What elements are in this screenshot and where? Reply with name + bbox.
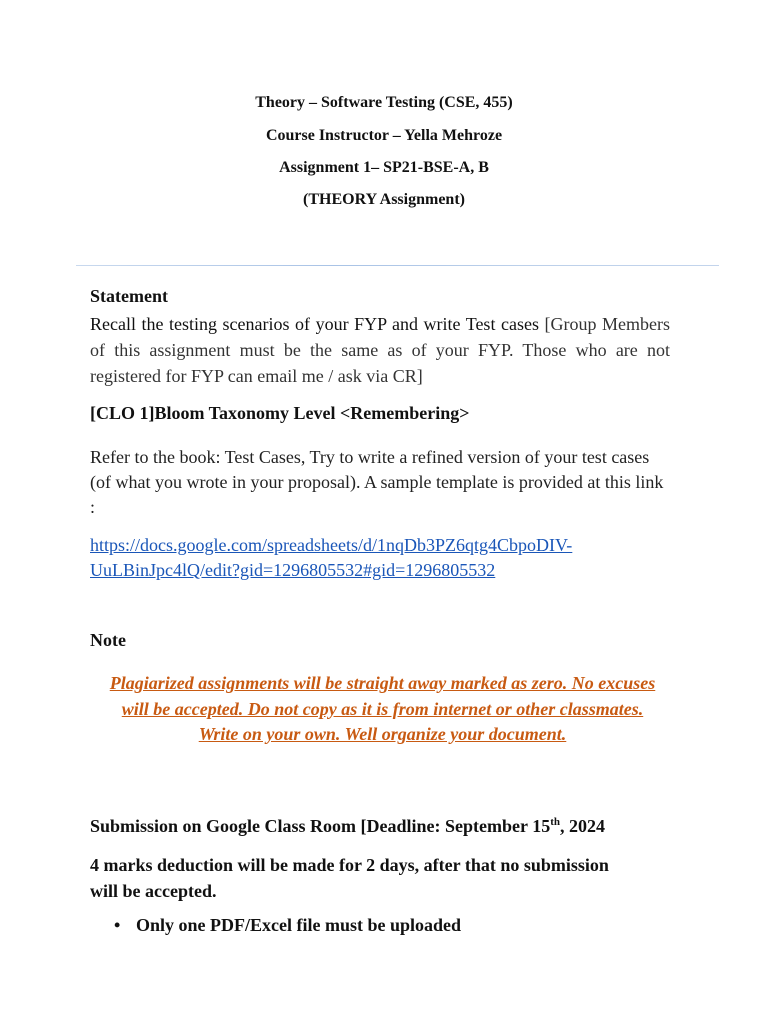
assignment-type: (THEORY Assignment)	[303, 191, 465, 208]
refer-paragraph: Refer to the book: Test Cases, Try to write a refined version of your test cases (of what you wrote in your proposal). A sample template is provided at this link :	[90, 447, 664, 517]
submission-deadline	[90, 816, 670, 837]
bullet-item	[114, 915, 461, 936]
statement-bracket-text: [Group Members of this assignment must be the same as of your FYP. Those who are not registered for FYP can email me / ask via CR]	[90, 314, 670, 386]
template-link[interactable]	[90, 533, 670, 583]
bullet-symbol: •	[114, 915, 121, 935]
assignment-title: Assignment 1– SP21-BSE-A, B	[279, 159, 489, 176]
template-link-line2[interactable]: UuLBinJpc4lQ/edit?gid=1296805532#gid=1296805532	[90, 560, 496, 580]
horizontal-divider	[76, 265, 719, 266]
submission-year: , 2024	[559, 816, 605, 836]
bullet-text: Only one PDF/Excel file must be uploaded	[136, 915, 462, 935]
submission-text: Submission on Google Class Room [Deadline: September 15	[90, 816, 551, 836]
deduction-policy: 4 marks deduction will be made for 2 days, after that no submission will be accepted.	[90, 855, 609, 901]
date-superscript: th	[550, 816, 560, 828]
statement-heading: Statement	[90, 286, 168, 306]
template-link-line1[interactable]: https://docs.google.com/spreadsheets/d/1nqDb3PZ6qtg4CbpoDIV-	[90, 535, 573, 555]
plagiarism-warning: Plagiarized assignments will be straight away marked as zero. No excuses will be accepted. Do not copy as it is from internet or other classmates. Write on your own. Well organize your document.	[109, 673, 656, 744]
statement-body	[90, 311, 670, 389]
clo-heading: [CLO 1]Bloom Taxonomy Level <Remembering>	[90, 403, 470, 423]
statement-text: Recall the testing scenarios of your FYP and write Test cases	[90, 314, 545, 334]
course-title: Theory – Software Testing (CSE, 455)	[255, 94, 513, 111]
course-instructor: Course Instructor – Yella Mehroze	[265, 127, 503, 144]
note-heading: Note	[90, 630, 126, 650]
